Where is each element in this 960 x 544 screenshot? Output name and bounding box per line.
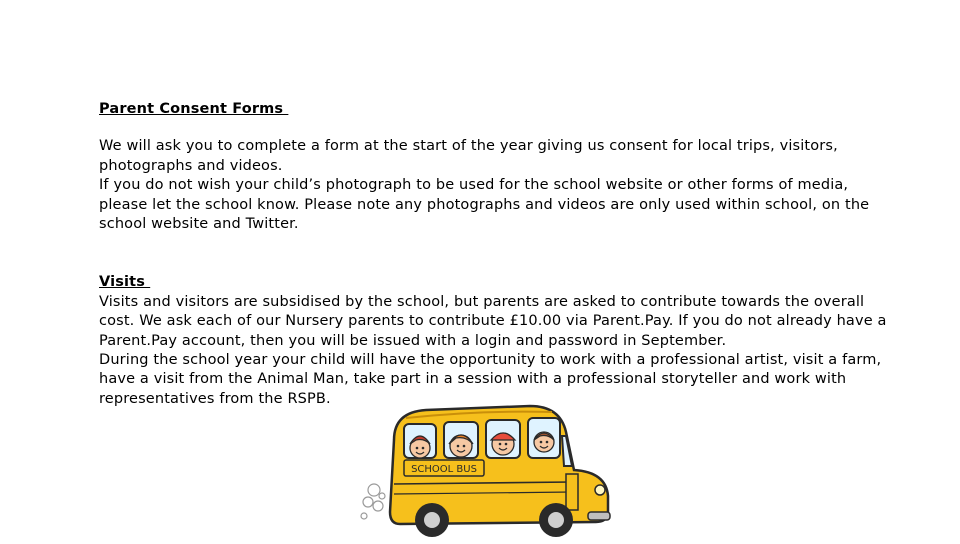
school-bus-icon bbox=[360, 402, 612, 540]
spacer bbox=[99, 234, 899, 273]
consent-paragraph-2: If you do not wish your child’s photograph to be used for the school website or other forms of media, please let the school know. Please note any photographs and videos are only used within school, on the school website and Twitter. bbox=[99, 177, 870, 233]
spacer bbox=[99, 119, 899, 137]
visits-paragraph-2: During the school year your child will have the opportunity to work with a professional artist, visit a farm, have a visit from the Animal Man, take part in a session with a professional storyteller and work with representatives from the RSPB. bbox=[99, 352, 882, 407]
consent-paragraph-1: We will ask you to complete a form at the start of the year giving us consent for local trips, visitors, photographs and videos. bbox=[99, 138, 838, 174]
headlight-icon bbox=[595, 485, 605, 495]
text-content bbox=[99, 100, 899, 409]
visits-paragraph-1: Visits and visitors are subsidised by the school, but parents are asked to contribute towards the overall cost. We ask each of our Nursery parents to contribute £10.00 via Parent.Pay. If you do not already have a Parent.Pay account, then you will be issued with a login and password in September. bbox=[99, 293, 887, 349]
visits-heading: Visits bbox=[99, 274, 151, 291]
school-bus-illustration bbox=[360, 402, 612, 540]
bus-sign-text: SCHOOL BUS bbox=[411, 464, 477, 475]
consent-forms-heading: Parent Consent Forms bbox=[99, 101, 289, 117]
dust-cloud-icon bbox=[361, 484, 385, 519]
